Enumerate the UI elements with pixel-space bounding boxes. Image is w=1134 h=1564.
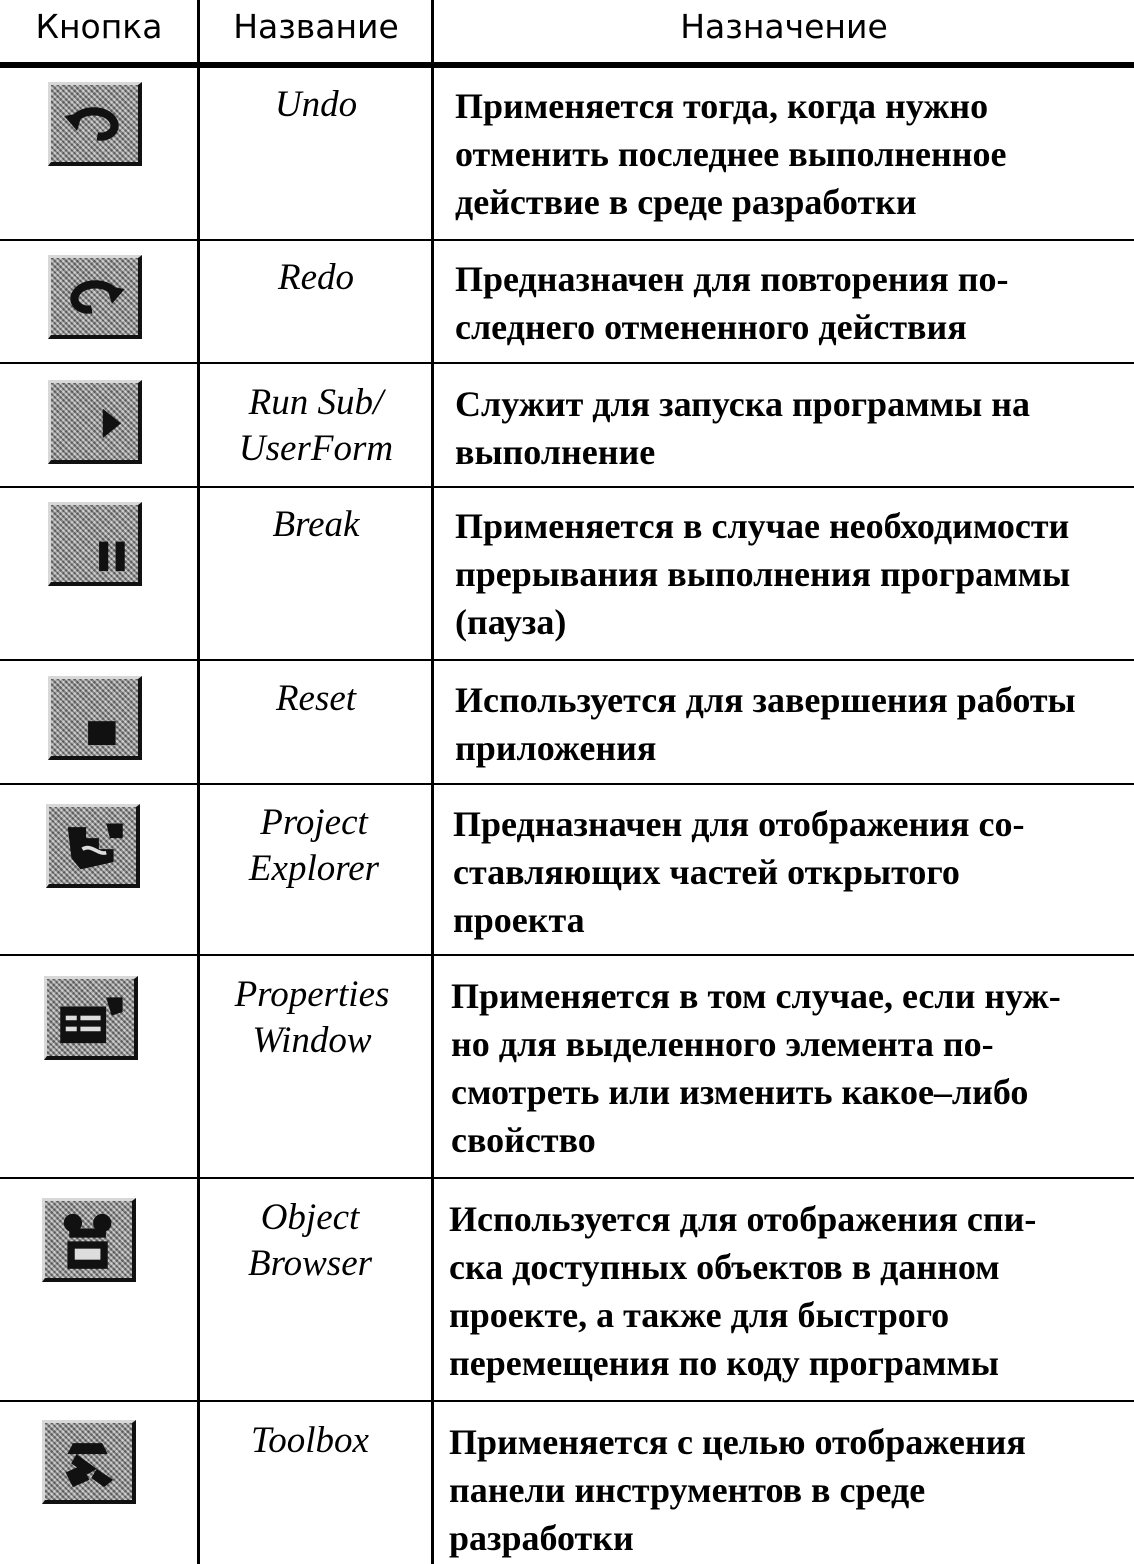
row-purpose: Применяется тогда, когда нужно отменить последнее выполненное действие в среде разработки [455,86,1007,222]
row-separator [0,1400,1134,1402]
row-separator [0,954,1134,956]
row-separator [0,659,1134,661]
row-name: Properties Window [234,974,390,1061]
row-purpose: Применяется в случае необходимости прерывания выполнения программы (пауза) [455,506,1071,642]
row-name: Undo [274,84,358,125]
run-icon [48,380,142,464]
row-purpose: Предназначен для отображения со- ставляющих частей открытого проекта [453,804,1025,940]
redo-icon [48,255,142,339]
header-button-column: Кнопка [35,7,163,46]
row-purpose: Служит для запуска программы на выполнение [455,384,1030,472]
row-purpose: Применяется в том случае, если нуж- но для выделенного элемента по- смотреть или изменить какое–либо свойство [451,976,1061,1160]
project-explorer-icon [46,804,140,888]
pause-icon [48,502,142,586]
row-separator [0,1177,1134,1179]
row-separator [0,486,1134,488]
row-name: Object Browser [247,1197,373,1284]
row-name: Project Explorer [248,802,380,889]
column-divider-2 [431,0,434,1564]
row-separator [0,239,1134,241]
row-name: Reset [275,678,357,719]
undo-icon [48,82,142,166]
row-purpose: Используется для завершения работы приложения [455,680,1076,768]
row-purpose: Применяется с целью отображения панели инструментов в среде разработки [449,1422,1026,1558]
properties-window-icon [44,976,138,1060]
stop-icon [48,676,142,760]
toolbox-icon [42,1420,136,1504]
header-purpose-column: Назначение [680,7,888,46]
object-browser-icon [42,1198,136,1282]
header-rule [0,62,1134,68]
column-divider-1 [197,0,200,1564]
row-name: Toolbox [251,1420,369,1461]
row-name: Run Sub/ UserForm [238,382,394,469]
row-name: Break [272,504,360,545]
row-separator [0,362,1134,364]
row-purpose: Предназначен для повторения по- следнего отмененного действия [455,259,1009,347]
row-name: Redo [277,257,355,298]
row-separator [0,783,1134,785]
header-name-column: Название [233,7,399,46]
row-purpose: Используется для отображения спи- ска доступных объектов в данном проекте, а также для быстрого перемещения по коду программы [449,1199,1037,1383]
